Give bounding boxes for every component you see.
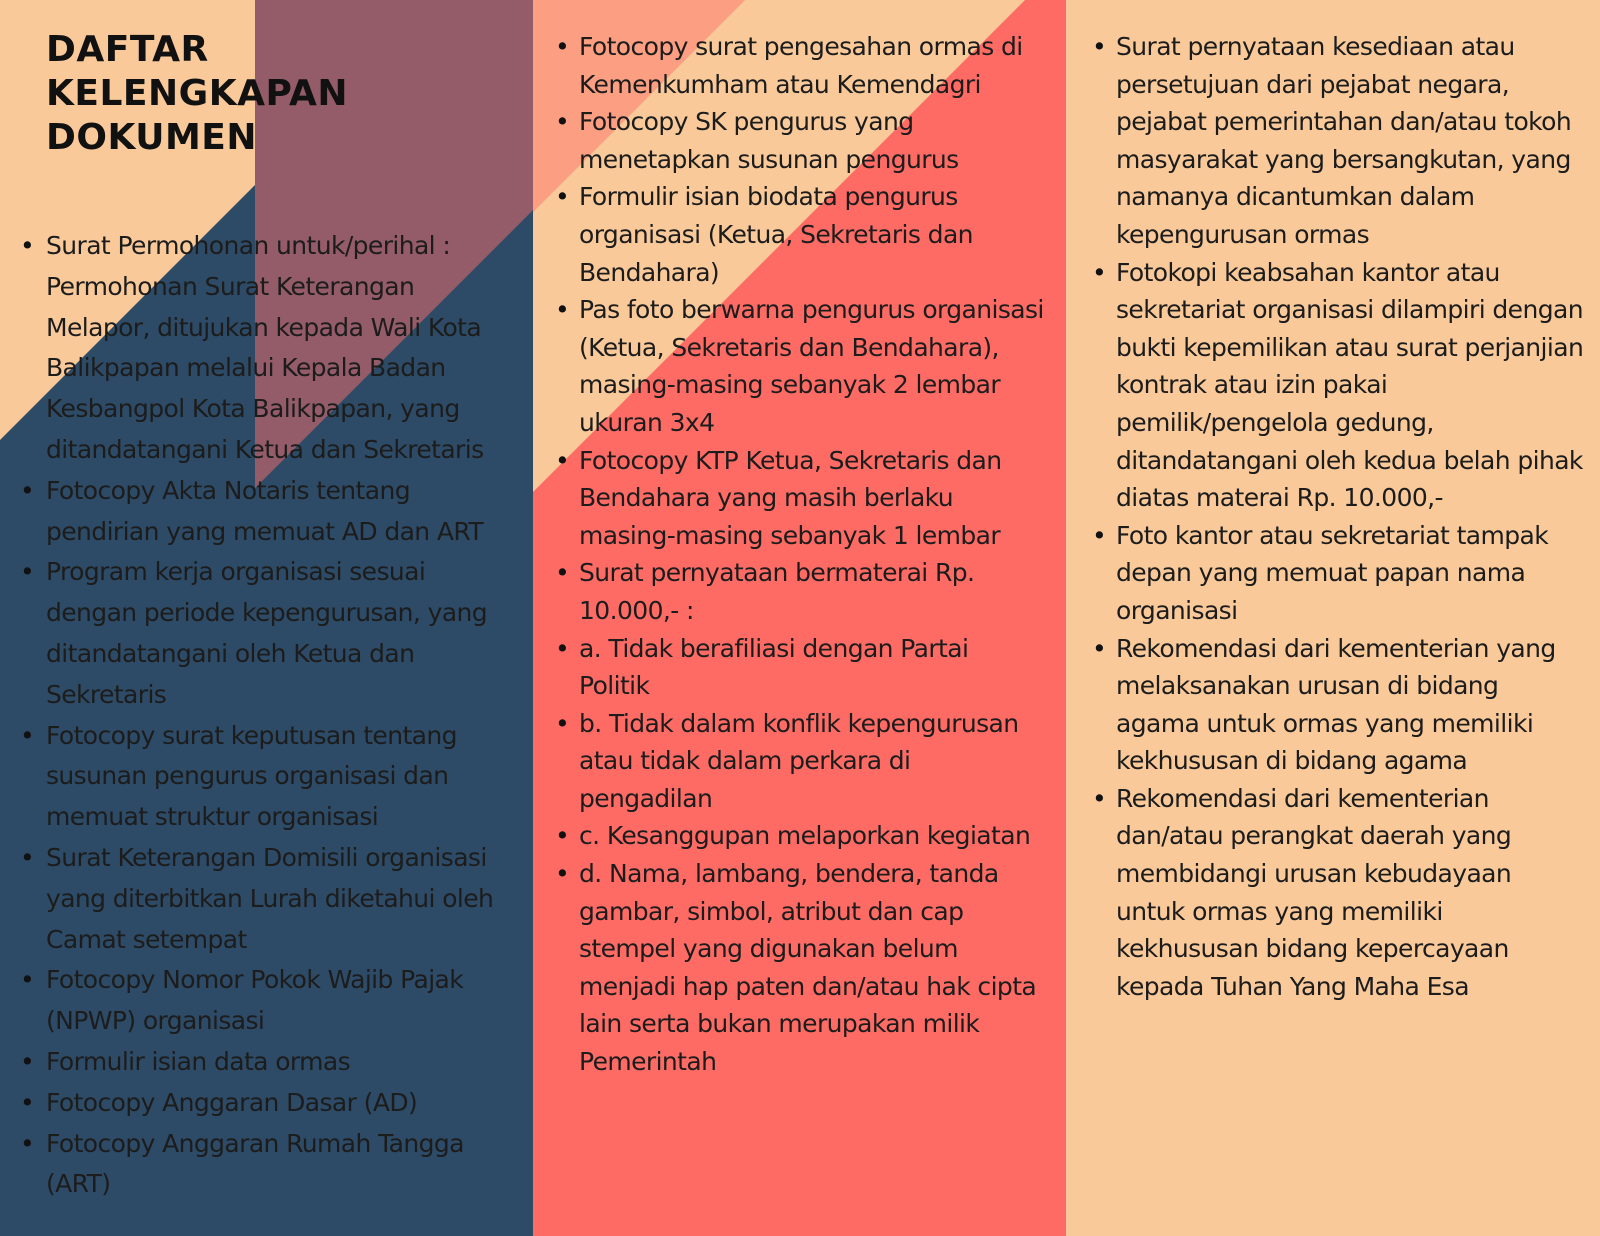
list-item: • Fotocopy surat pengesahan ormas di Kemenkumham atau Kemendagri [579, 28, 1046, 103]
list-item: • Surat pernyataan kesediaan atau persetujuan dari pejabat negara, pejabat pemerintahan dan/atau tokoh masyarakat yang bersangkutan, yang namanya dicantumkan dalam kepengurusan ormas [1116, 28, 1586, 254]
document-list-right [1116, 28, 1586, 1005]
list-item: • Fotocopy SK pengurus yang menetapkan susunan pengurus [579, 103, 1046, 178]
list-item: • Fotokopi keabsahan kantor atau sekretariat organisasi dilampiri dengan bukti kepemilikan atau surat perjanjian kontrak atau izin pakai pemilik/pengelola gedung, ditandatangani oleh kedua belah pihak diatas materai Rp. 10.000,- [1116, 254, 1586, 517]
list-item: • Rekomendasi dari kementerian dan/atau perangkat daerah yang membidangi urusan kebudayaan untuk ormas yang memiliki kekhususan bidang kepercayaan kepada Tuhan Yang Maha Esa [1116, 780, 1586, 1006]
list-item: • Formulir isian biodata pengurus organisasi (Ketua, Sekretaris dan Bendahara) [579, 178, 1046, 291]
page-title: DAFTAR KELENGKAPAN DOKUMEN [46, 29, 349, 158]
list-item: • Pas foto berwarna pengurus organisasi (Ketua, Sekretaris dan Bendahara), masing-masing sebanyak 2 lembar ukuran 3x4 [579, 291, 1046, 441]
list-item: • Surat pernyataan bermaterai Rp. 10.000,- : [579, 554, 1046, 629]
list-item: • Fotocopy Anggaran Dasar (AD) [46, 1083, 513, 1124]
column-right [1066, 0, 1600, 1236]
list-item: • Fotocopy Anggaran Rumah Tangga (ART) [46, 1124, 513, 1206]
list-item: • Fotocopy KTP Ketua, Sekretaris dan Bendahara yang masih berlaku masing-masing sebanyak 1 lembar [579, 442, 1046, 555]
list-item: • Program kerja organisasi sesuai dengan periode kepengurusan, yang ditandatangani oleh Ketua dan Sekretaris [46, 552, 513, 715]
list-item: • b. Tidak dalam konflik kepengurusan atau tidak dalam perkara di pengadilan [579, 705, 1046, 818]
column-left [0, 0, 533, 1236]
list-item: • a. Tidak berafiliasi dengan Partai Politik [579, 630, 1046, 705]
list-item: • Fotocopy surat keputusan tentang susunan pengurus organisasi dan memuat struktur organisasi [46, 716, 513, 838]
document-list-left [46, 226, 513, 1205]
list-item: • Formulir isian data ormas [46, 1042, 513, 1083]
column-middle [533, 0, 1066, 1236]
list-item: • Surat Permohonan untuk/perihal : Permohonan Surat Keterangan Melapor, ditujukan kepada Wali Kota Balikpapan melalui Kepala Badan Kesbangpol Kota Balikpapan, yang ditandatangani Ketua dan Sekretaris [46, 226, 513, 471]
list-item: • Fotocopy Nomor Pokok Wajib Pajak (NPWP) organisasi [46, 960, 513, 1042]
list-item: • Fotocopy Akta Notaris tentang pendirian yang memuat AD dan ART [46, 471, 513, 553]
list-item: • Foto kantor atau sekretariat tampak depan yang memuat papan nama organisasi [1116, 517, 1586, 630]
document-list-middle [579, 28, 1046, 1081]
list-item: • d. Nama, lambang, bendera, tanda gambar, simbol, atribut dan cap stempel yang digunakan belum menjadi hap paten dan/atau hak cipta lain serta bukan merupakan milik Pemerintah [579, 855, 1046, 1081]
list-item: • c. Kesanggupan melaporkan kegiatan [579, 817, 1046, 855]
list-item: • Rekomendasi dari kementerian yang melaksanakan urusan di bidang agama untuk ormas yang memiliki kekhususan di bidang agama [1116, 630, 1586, 780]
list-item: • Surat Keterangan Domisili organisasi yang diterbitkan Lurah diketahui oleh Camat setempat [46, 838, 513, 960]
